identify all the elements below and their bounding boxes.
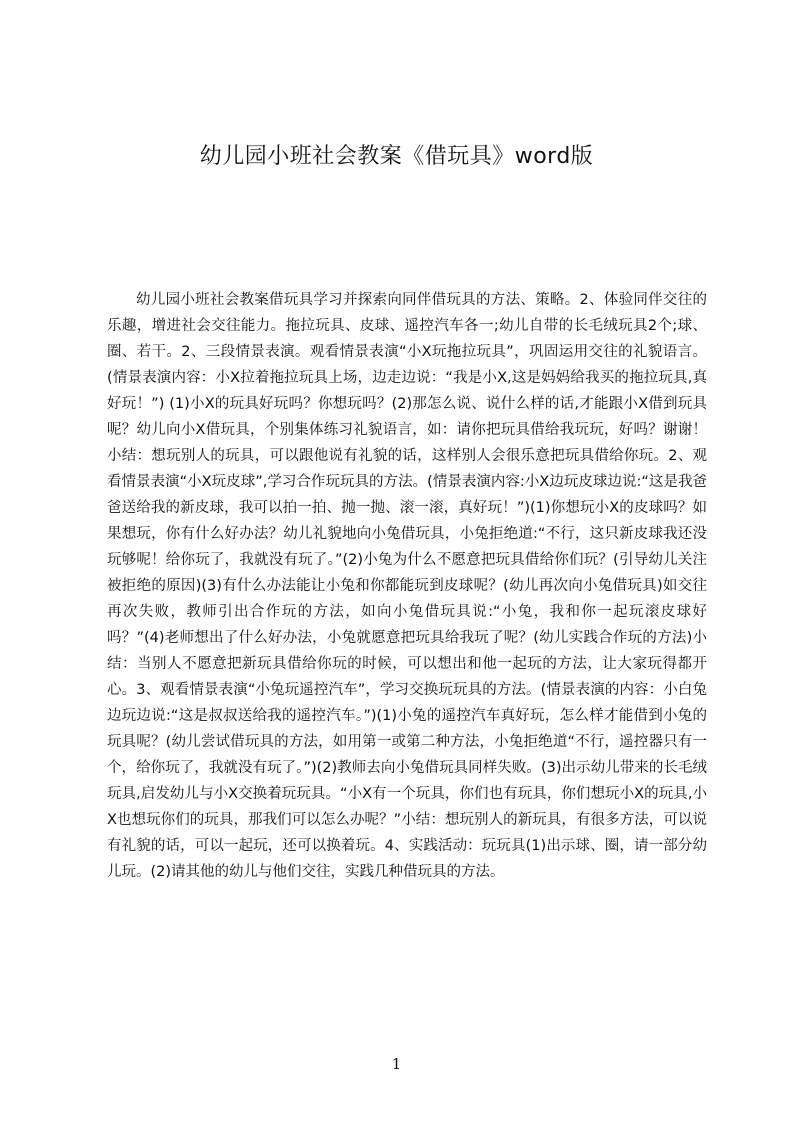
page-title: 幼儿园小班社会教案《借玩具》word版 (199, 144, 594, 169)
page-number: 1 (391, 1055, 402, 1073)
body-paragraph: 幼儿园小班社会教案借玩具学习并探索向同伴借玩具的方法、策略。2、体验同伴交往的乐趣，增进社会交往能力。拖拉玩具、皮球、遥控汽车各一;幼儿自带的长毛绒玩具2个;球、圈、若干。2、三段情景表演。观看情景表演“小X玩拖拉玩具”，巩固运用交往的礼貌语言。(情景表演内容：小X拉着拖拉玩具上场，边走边说：“我是小X,这是妈妈给我买的拖拉玩具,真好玩！”) (1)小X的玩具好玩吗？你想玩吗？(2)那怎么说、说什么样的话,才能跟小X借到玩具呢？幼儿向小X借玩具，个别集体练习礼貌语言，如：请你把玩具借给我玩玩，好吗？谢谢！小结：想玩别人的玩具，可以跟他说有礼貌的话，这样别人会很乐意把玩具借给你玩。2、观看情景表演“小X玩皮球”,学习合作玩玩具的方法。(情景表演内容:小X边玩皮球边说:“这是我爸爸送给我的新皮球，我可以拍一拍、抛一抛、滚一滚，真好玩！”)(1)你想玩小X的皮球吗？如果想玩，你有什么好办法？幼儿礼貌地向小兔借玩具，小兔拒绝道:“不行，这只新皮球我还没玩够呢！给你玩了，我就没有玩了。”(2)小兔为什么不愿意把玩具借给你们玩？(引导幼儿关注被拒绝的原因)(3)有什么办法能让小兔和你都能玩到皮球呢？(幼儿再次向小兔借玩具)如交往再次失败，教师引出合作玩的方法，如向小兔借玩具说:“小兔，我和你一起玩滚皮球好吗？”(4)老师想出了什么好办法，小兔就愿意把玩具给我玩了呢？(幼儿实践合作玩的方法)小结：当别人不愿意把新玩具借给你玩的时候，可以想出和他一起玩的方法，让大家玩得都开心。3、观看情景表演“小兔玩遥控汽车”，学习交换玩玩具的方法。(情景表演的内容：小白兔边玩边说:“这是叔叔送给我的遥控汽车。”)(1)小兔的遥控汽车真好玩，怎么样才能借到小兔的玩具呢？(幼儿尝试借玩具的方法，如用第一或第二种方法，小兔拒绝道“不行，遥控器只有一个，给你玩了，我就没有玩了。”)(2)教师去向小兔借玩具同样失败。(3)出示幼儿带来的长毛绒玩具,启发幼儿与小X交换着玩玩具。“小X有一个玩具，你们也有玩具，你们想玩小X的玩具,小X也想玩你们的玩具，那我们可以怎么办呢？”小结：想玩别人的新玩具，有很多方法，可以说有礼貌的话，可以一起玩，还可以换着玩。4、实践活动：玩玩具(1)出示球、圈，请一部分幼儿玩。(2)请其他的幼儿与他们交往，实践几种借玩具的方法。 (107, 292, 707, 880)
